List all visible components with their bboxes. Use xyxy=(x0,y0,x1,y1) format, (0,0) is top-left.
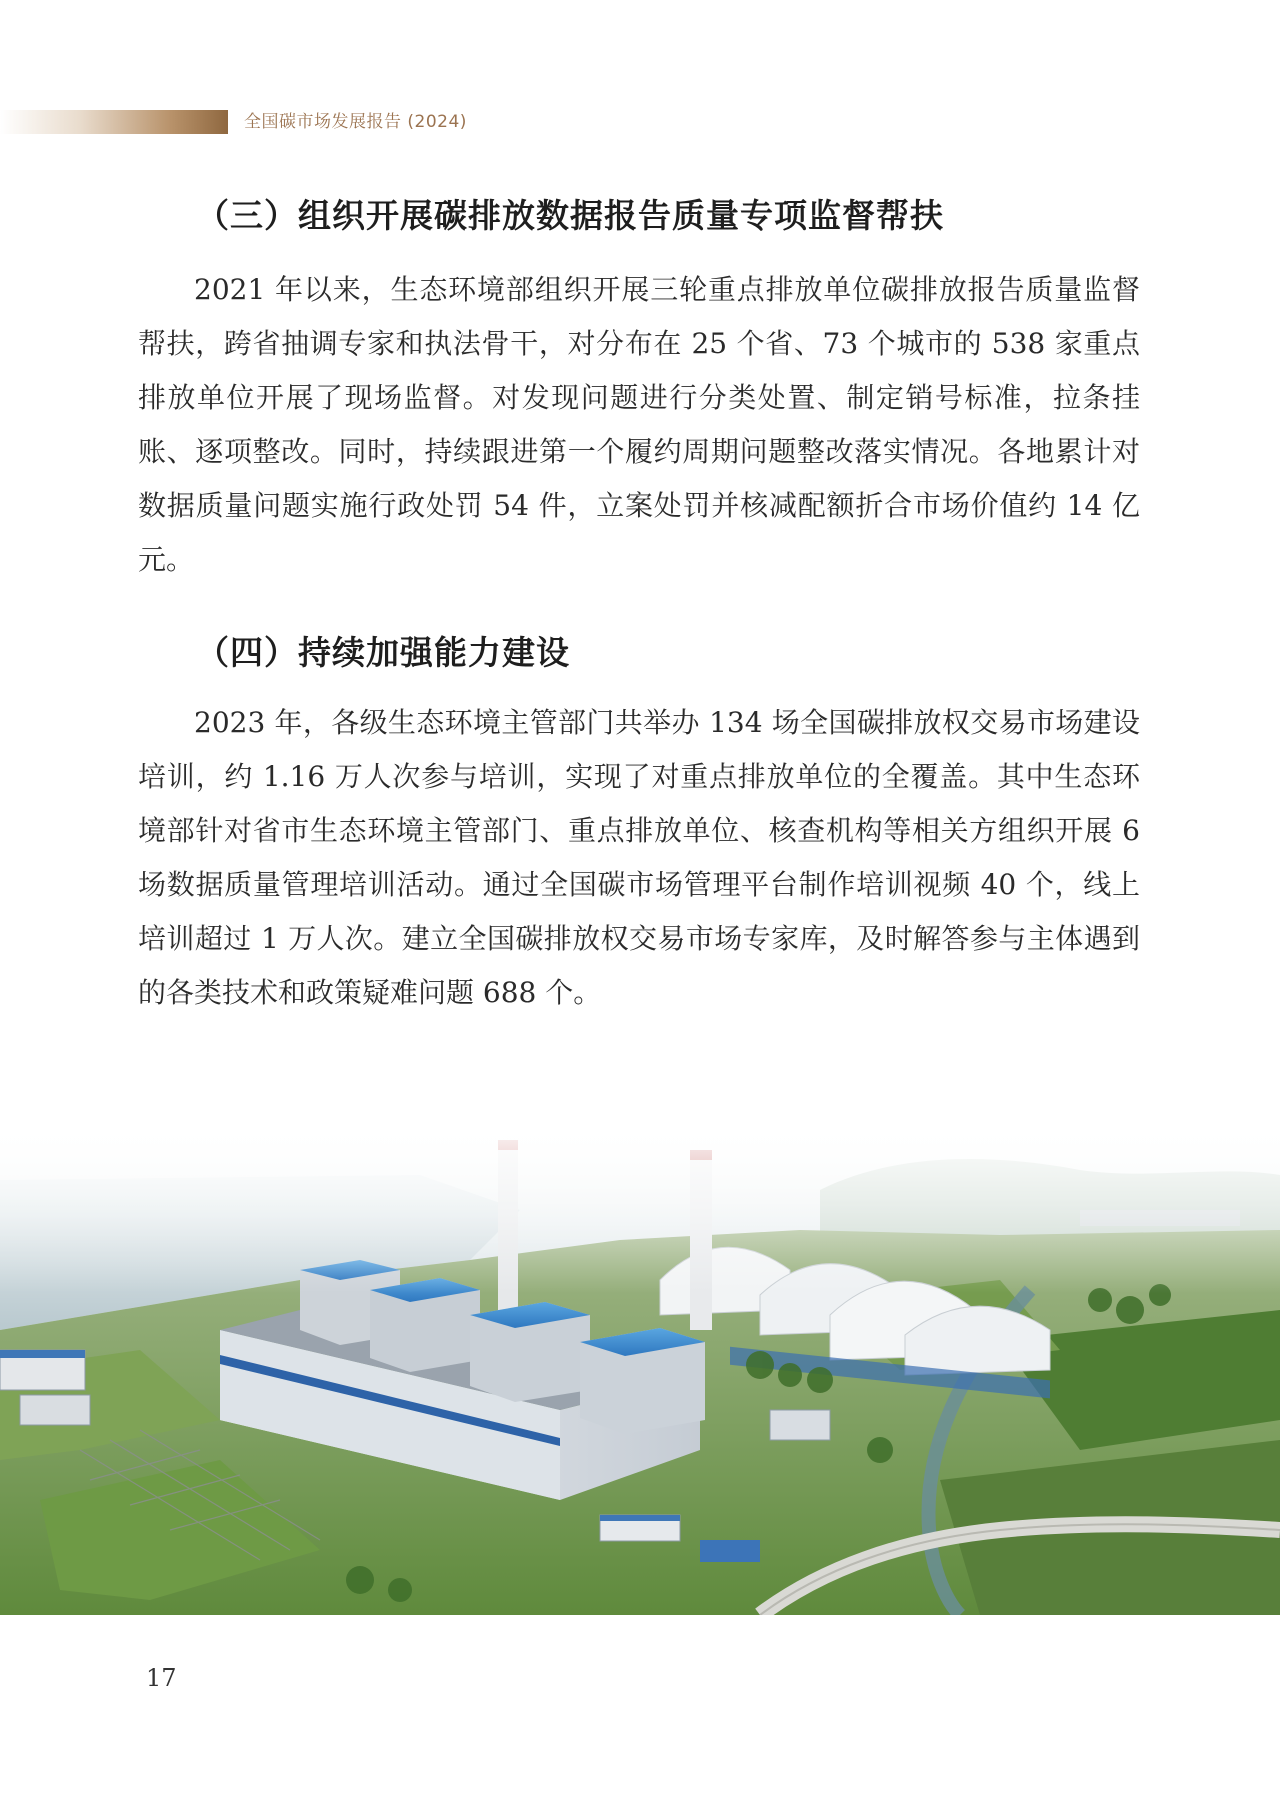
section-heading-4: （四）持续加强能力建设 xyxy=(196,633,570,672)
running-header-title: 全国碳市场发展报告 (2024) xyxy=(244,112,467,132)
header-accent-bar xyxy=(0,110,228,134)
power-plant-aerial-photo xyxy=(0,1120,1280,1615)
page-number: 17 xyxy=(146,1664,177,1692)
section-4-paragraph: 2023 年，各级生态环境主管部门共举办 134 场全国碳排放权交易市场建设培训，约 1.16 万人次参与培训，实现了对重点排放单位的全覆盖。其中生态环境部针对省市生态环境主管部门、重点排放单位、核查机构等相关方组织开展 6 场数据质量管理培训活动。通过全国碳市场管理平台制作培训视频 40 个，线上培训超过 1 万人次。建立全国碳排放权交易市场专家库，及时解答参与主体遇到的各类技术和政策疑难问题 688 个。 xyxy=(138,706,1140,1009)
section-3-paragraph: 2021 年以来，生态环境部组织开展三轮重点排放单位碳排放报告质量监督帮扶，跨省抽调专家和执法骨干，对分布在 25 个省、73 个城市的 538 家重点排放单位开展了现场监督。对发现问题进行分类处置、制定销号标准，拉条挂账、逐项整改。同时，持续跟进第一个履约周期问题整改落实情况。各地累计对数据质量问题实施行政处罚 54 件，立案处罚并核减配额折合市场价值约 14 亿元。 xyxy=(138,273,1140,576)
section-heading-3: （三）组织开展碳排放数据报告质量专项监督帮扶 xyxy=(196,196,944,235)
